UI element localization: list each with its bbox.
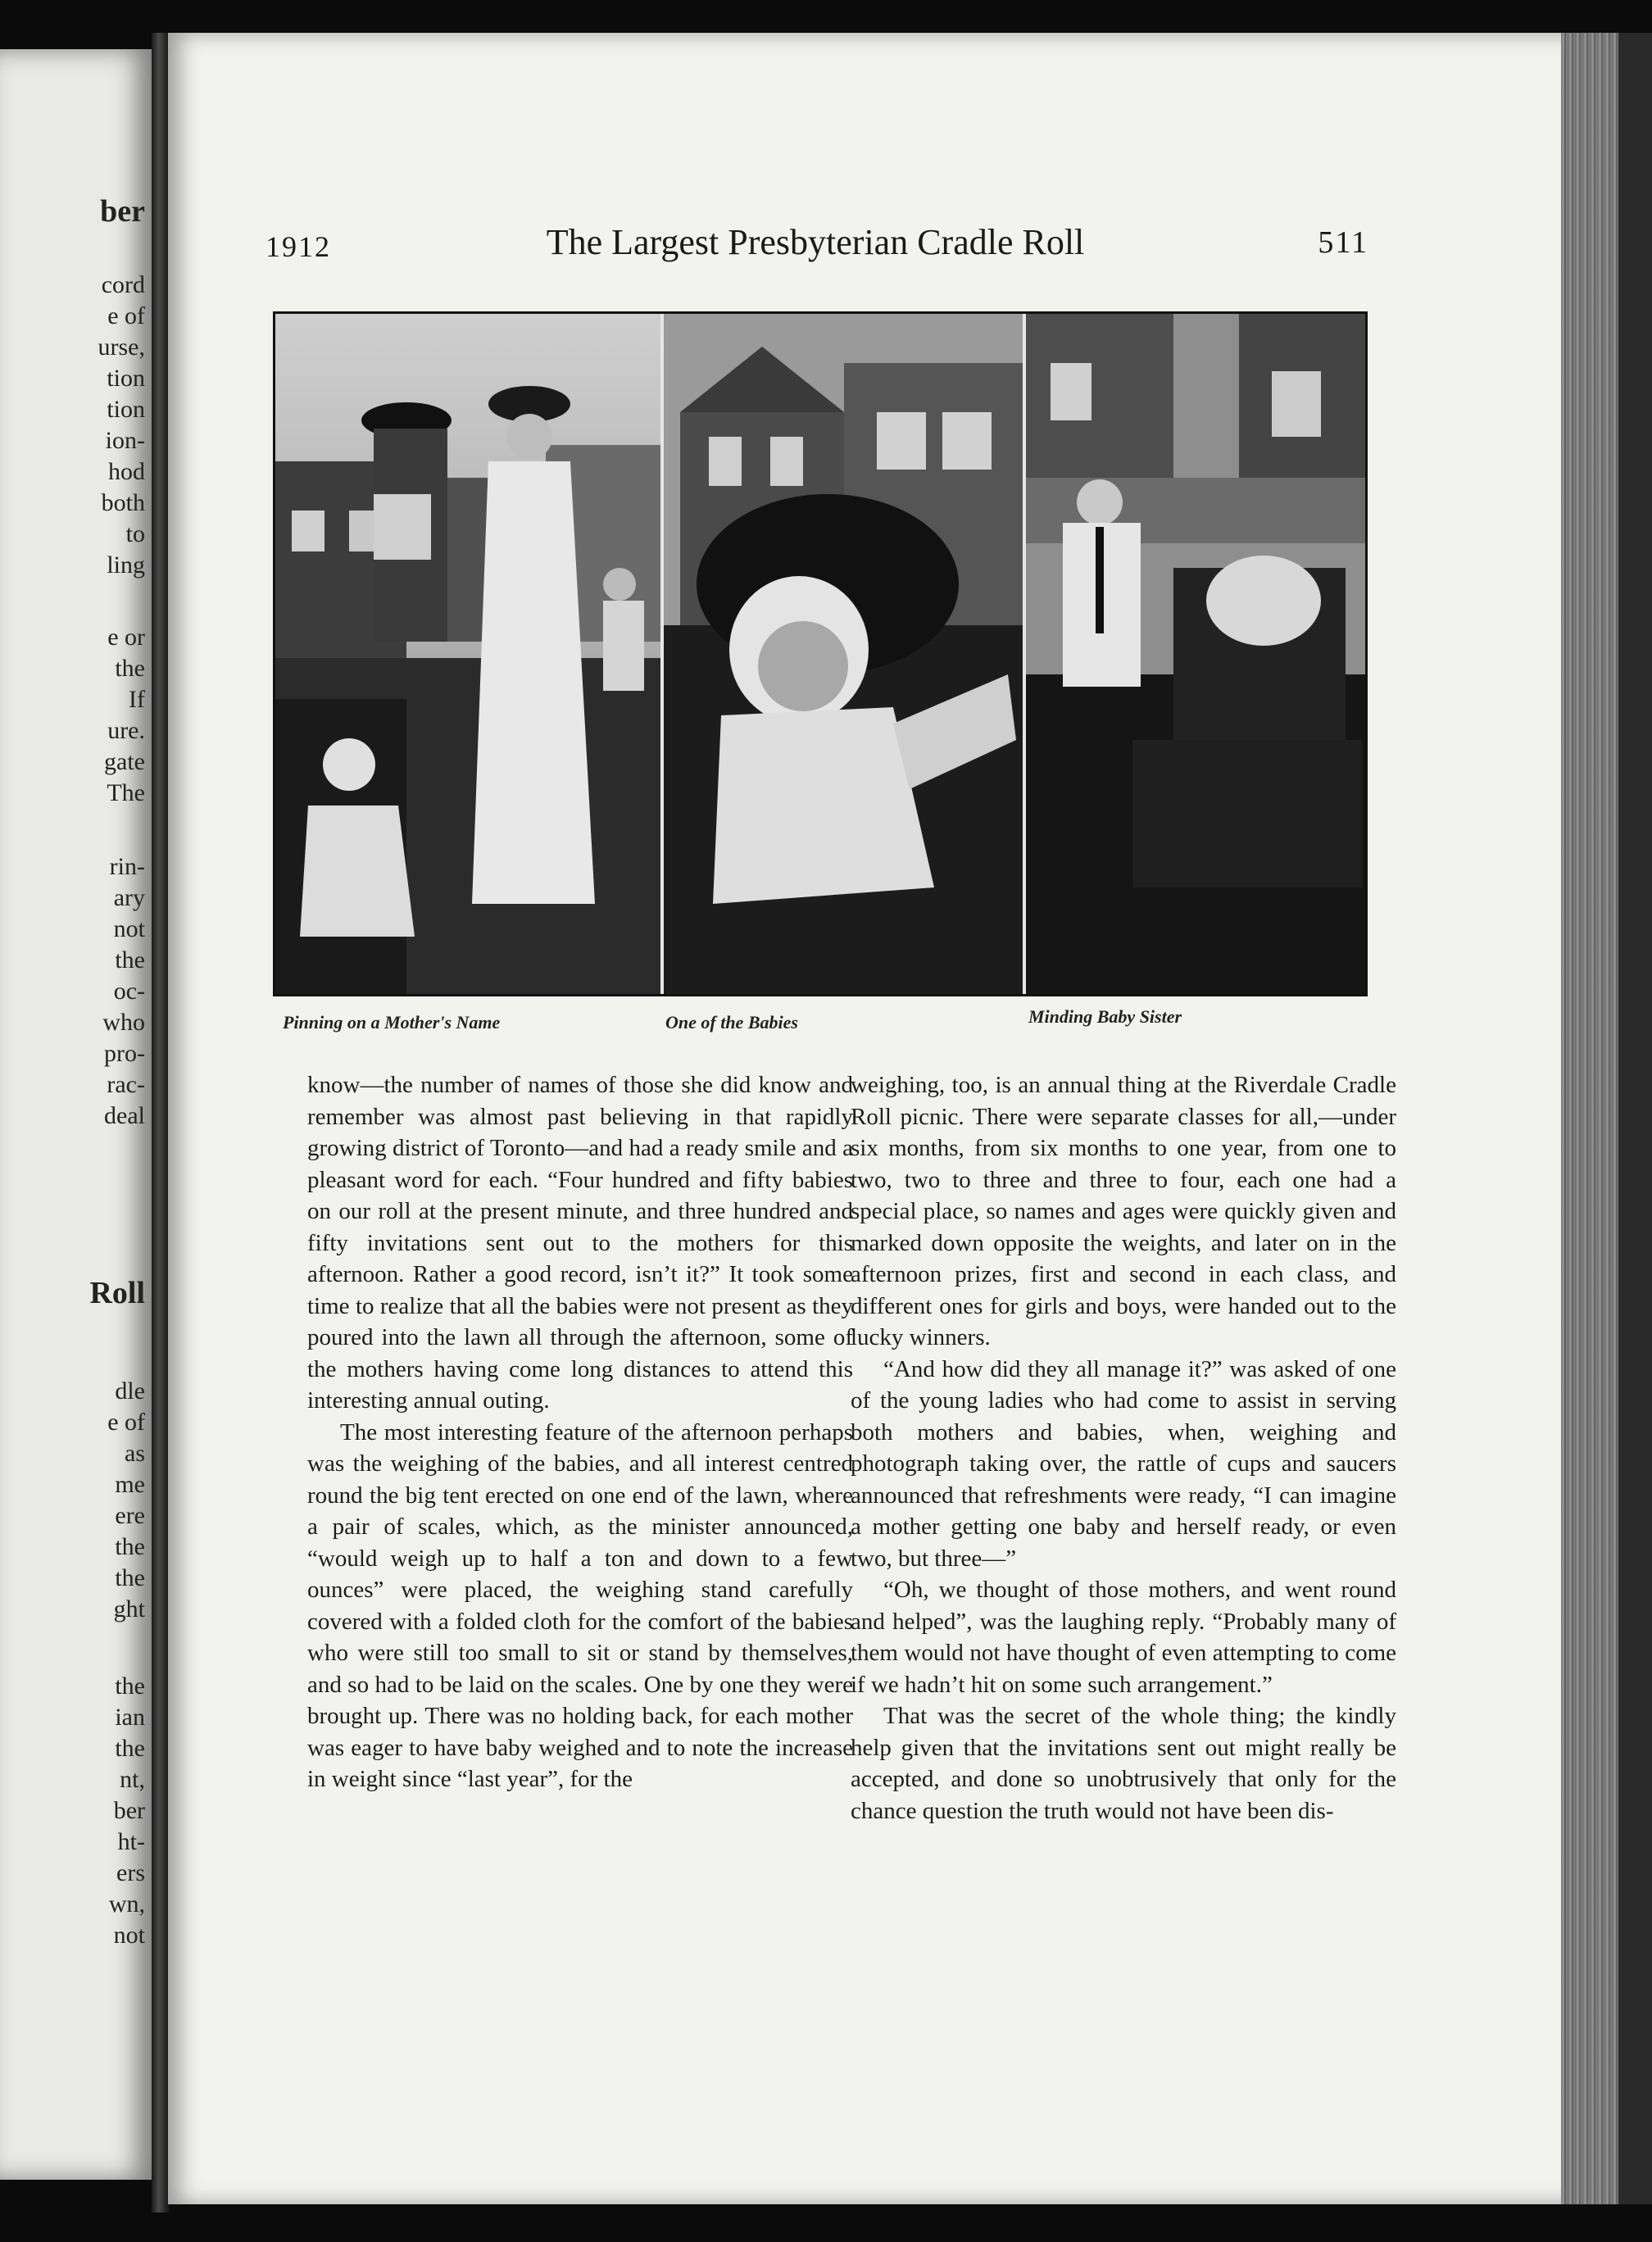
- photo-plate: [273, 311, 1368, 996]
- photo-one-of-the-babies: [664, 314, 1023, 994]
- photo-minding-baby-sister: [1026, 314, 1365, 994]
- facing-page-fragment: ling: [107, 551, 145, 579]
- facing-page-fragment: ere: [115, 1502, 145, 1529]
- facing-page-fragment: pro-: [104, 1040, 145, 1067]
- facing-page-fragment: ber: [100, 194, 145, 229]
- photo-pinning-name: [275, 314, 660, 994]
- running-head: [262, 221, 1368, 270]
- facing-page-fragment: hod: [108, 458, 145, 485]
- caption-minding-baby-sister: Minding Baby Sister: [1028, 1006, 1182, 1027]
- facing-page-fragment: deal: [104, 1102, 145, 1129]
- facing-page-fragment: ion-: [105, 427, 145, 454]
- paragraph: weighing, too, is an annual thing at the Riverdale Cradle Roll picnic. There were separate classes for all,—under six months, from six months to one year, from one to two, two to three and three to four, each one had a special place, so names and ages were quickly given and marked down opposite the weights, and later on in the afternoon prizes, first and second in each class, and different ones for girls and boys, were handed out to the lucky winners.: [851, 1072, 1396, 1350]
- facing-page-fragment: to: [125, 520, 145, 547]
- facing-page-fragment: rin-: [109, 853, 145, 880]
- paragraph: “Oh, we thought of those mothers, and went round and helped”, was the laughing reply. “Probably many of them would not have thought of even attempting to come if we hadn’t hit on some such arrangement.”: [851, 1577, 1396, 1698]
- body-right-column: [851, 1069, 1396, 1827]
- facing-page-fragment: rac-: [107, 1071, 145, 1098]
- facing-page-fragment: urse,: [98, 334, 145, 361]
- facing-page-fragment: tion: [107, 396, 145, 423]
- facing-page-fragment: the: [115, 1672, 145, 1700]
- facing-page-fragment: cord: [101, 271, 145, 298]
- facing-page-fragment: e or: [107, 624, 145, 651]
- page-number: 511: [1318, 225, 1368, 260]
- facing-page-fragment: dle: [115, 1377, 145, 1405]
- facing-page-fragment: e of: [107, 302, 145, 329]
- facing-page-fragment: the: [115, 1564, 145, 1591]
- facing-page-fragment: not: [113, 915, 145, 942]
- running-head-title: The Largest Presbyterian Cradle Roll: [546, 222, 1085, 262]
- facing-page-fragment: the: [115, 1735, 145, 1762]
- facing-page-fragment: as: [125, 1440, 145, 1467]
- facing-page-fragment: ber: [113, 1797, 145, 1824]
- facing-page-fragment: me: [115, 1471, 145, 1498]
- paragraph: “And how did they all manage it?” was asked of one of the young ladies who had come to assist in serving both mothers and babies, when, weighing and photograph taking over, the rattle of cups and saucers announced that refreshments were ready, “I can imagine a mother getting one baby and herself ready, or even two, but three—”: [851, 1355, 1396, 1572]
- facing-page-fragment: tion: [107, 365, 145, 392]
- body-left-column: [307, 1069, 853, 1795]
- facing-page-fragment: If: [129, 686, 145, 713]
- facing-page-fragment: The: [107, 779, 145, 806]
- running-head-year: 1912: [266, 230, 331, 263]
- facing-page-fragment: both: [101, 489, 145, 516]
- facing-page-fragment: who: [102, 1009, 145, 1036]
- left-facing-page: [0, 49, 152, 2180]
- caption-one-of-the-babies: One of the Babies: [665, 1012, 798, 1032]
- facing-page-fragment: ary: [113, 884, 145, 911]
- facing-page-fragment: gate: [104, 748, 145, 775]
- paragraph: know—the number of names of those she did know and remember was almost past believing in that rapidly growing district of Toronto—and had a ready smile and a pleasant word for each. “Four hundred and fifty babies on our roll at the present minute, and three hundred and fifty invitations sent out to the mothers for this afternoon. Rather a good record, isn’t it?” It took some time to realize that all the babies were not present as they poured into the lawn all through the afternoon, some of the mothers having come long distances to attend this interesting annual outing.: [307, 1072, 853, 1414]
- facing-page-fragment: Roll: [89, 1276, 145, 1310]
- book-gutter: [152, 33, 170, 2212]
- facing-page-fragment: e of: [107, 1409, 145, 1436]
- facing-page-fragment: ure.: [107, 717, 145, 744]
- facing-page-fragment: the: [115, 946, 145, 974]
- facing-page-fragment: the: [115, 1533, 145, 1560]
- book-edge-shadow: [1618, 33, 1652, 2204]
- facing-page-fragment: ers: [116, 1859, 145, 1886]
- facing-page-fragment: the: [115, 655, 145, 682]
- facing-page-fragment: not: [113, 1922, 145, 1949]
- facing-page-fragment: nt,: [120, 1766, 145, 1793]
- facing-page-fragment: ht-: [117, 1828, 145, 1855]
- facing-page-fragment: ian: [115, 1704, 145, 1731]
- facing-page-fragment: oc-: [113, 978, 145, 1005]
- caption-pinning-name: Pinning on a Mother's Name: [283, 1012, 501, 1032]
- facing-page-fragment: wn,: [108, 1890, 145, 1918]
- facing-page-fragment: ght: [113, 1595, 145, 1622]
- paragraph: That was the secret of the whole thing; the kindly help given that the invitations sent out might really be accepted, and done so unobtrusively that only for the chance question the truth would not have been dis-: [851, 1703, 1396, 1824]
- paragraph: The most interesting feature of the afternoon perhaps was the weighing of the babies, and all interest centred round the big tent erected on one end of the lawn, where a pair of scales, which, as the minister announced, “would weigh up to half a ton and down to a few ounces” were placed, the weighing stand carefully covered with a folded cloth for the comfort of the babies who were still too small to sit or stand by themselves, and so had to be laid on the scales. One by one they were brought up. There was no holding back, for each mother was eager to have baby weighed and to note the increase in weight since “last year”, for the: [307, 1418, 853, 1792]
